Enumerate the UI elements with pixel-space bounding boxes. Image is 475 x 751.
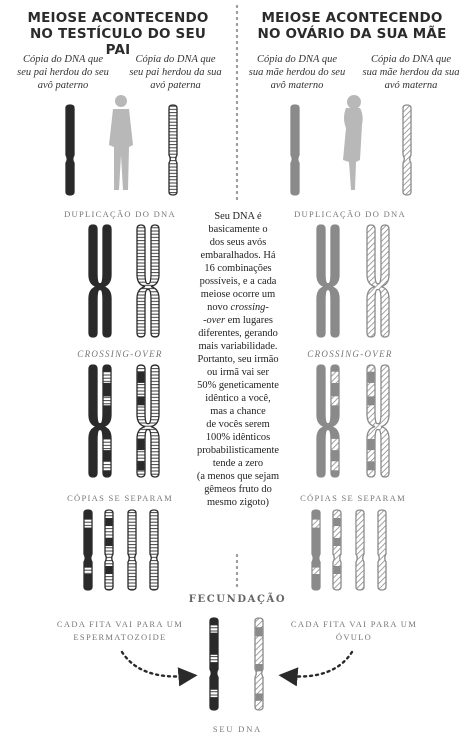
separated-strand-maternal [378, 510, 386, 590]
strand-segment [85, 568, 92, 574]
strand-segment [211, 655, 218, 662]
label-egg-line1: CADA FITA VAI PARA UM [290, 619, 418, 629]
duplicated-chromosome-hatched [367, 225, 389, 337]
strand-segment [357, 566, 364, 574]
crossover-segment [368, 439, 375, 450]
woman-silhouette-icon [343, 95, 363, 190]
strand-segment [256, 627, 263, 636]
center-text-line: (a menos que sejam [196, 471, 280, 482]
strand-segment [313, 520, 320, 528]
center-text-line: de vocês serem [206, 419, 270, 430]
center-text-line: probabilisticamente [197, 445, 279, 456]
crossover-segment [332, 372, 339, 383]
label-your-dna: SEU DNA [212, 724, 263, 734]
center-text-line: embaralhados. Há [200, 250, 276, 261]
center-text-line: Portanto, seu irmão [197, 354, 279, 365]
title-father-line1: MEIOSE ACONTECENDO [27, 10, 209, 26]
center-text-line: 16 combinações [204, 263, 272, 274]
duplicated-chromosome-gray [317, 225, 339, 337]
strand-segment [106, 538, 113, 546]
strand-segment [334, 538, 341, 546]
chromosome-maternal-grandmother [403, 105, 411, 195]
center-text-line: tende a zero [212, 458, 264, 469]
crossover-segment [332, 439, 339, 450]
crossover-segment [332, 396, 339, 405]
separated-strand-paternal [150, 510, 158, 590]
caption-line: seu pai herdou do seu [17, 67, 109, 78]
label-sperm-line2: ESPERMATOZOIDE [73, 632, 167, 642]
strand-segment [129, 538, 136, 546]
center-text-line: 50% geneticamente [197, 380, 279, 391]
strand-segment [256, 693, 263, 700]
chromosome-paternal-grandfather [66, 105, 74, 195]
title-mother-line2: NO OVÁRIO DA SUA MÃE [257, 26, 447, 42]
label-crossing-over-right: CROSSING-OVER [307, 349, 393, 359]
strand-segment [334, 566, 341, 574]
title-mother-line1: MEIOSE ACONTECENDO [261, 10, 443, 26]
strand-segment [85, 520, 92, 528]
crossover-segment [368, 372, 375, 383]
strand-segment [357, 518, 364, 526]
crossover-segment [368, 396, 375, 405]
caption-line: Cópia do DNA que [256, 54, 338, 65]
chromosome-paternal-grandmother [169, 105, 177, 195]
caption-line: Cópia do DNA que [370, 54, 452, 65]
label-separate-right: CÓPIAS SE SEPARAM [300, 493, 406, 503]
crossover-segment [138, 396, 145, 405]
caption-line: sua mãe herdou do seu [248, 67, 346, 78]
center-text-line: Seu DNA é [214, 211, 262, 222]
center-text-line: meiose ocorre um [200, 289, 276, 300]
crossover-segment [368, 461, 375, 470]
strand-segment [129, 566, 136, 574]
label-crossing-over-left: CROSSING-OVER [77, 349, 163, 359]
label-egg-line2: ÓVULO [335, 632, 373, 642]
center-text-line: basicamente o [208, 224, 268, 235]
crossover-segment [138, 439, 145, 450]
crossover-segment [104, 372, 111, 383]
label-separate-left: CÓPIAS SE SEPARAM [67, 493, 173, 503]
center-text-line: idêntico a você, [205, 393, 271, 404]
crossover-segment [138, 372, 145, 383]
arrow-left-icon [122, 652, 188, 677]
center-text-line: ou irmã vai ser [206, 367, 270, 378]
crossover-segment [104, 439, 111, 450]
center-text-line: mas a chance [210, 406, 266, 417]
center-text-line: 100% idênticos [205, 432, 271, 443]
center-text-line: gêmeos fruto do [204, 484, 272, 495]
man-silhouette-icon [109, 95, 133, 190]
center-text-line: mesmo zigoto) [206, 497, 270, 508]
label-duplication-right: DUPLICAÇÃO DO DNA [294, 209, 406, 219]
caption-line: avó paterna [150, 80, 201, 91]
center-text-line: diferentes, gerando [198, 328, 278, 339]
crossover-segment [138, 461, 145, 470]
duplicated-chromosome-dark [89, 225, 111, 337]
strand-segment [106, 566, 113, 574]
strand-segment [357, 538, 364, 546]
arrow-right-icon [288, 652, 352, 677]
caption-line: avó materna [384, 80, 438, 91]
caption-line: sua mãe herdou da sua [362, 67, 460, 78]
center-text-line: dos seus avós [209, 237, 267, 248]
center-text-line: -over em lugares [203, 315, 273, 326]
caption-line: seu pai herdou da sua [129, 67, 222, 78]
caption-line: Cópia do DNA que [135, 54, 216, 65]
label-fertilization: FECUNDAÇÃO [188, 594, 287, 605]
title-father-line2: NO TESTÍCULO DO SEU PAI [29, 26, 207, 58]
crossover-segment [104, 396, 111, 405]
caption-line: Cópia do DNA que [22, 54, 104, 65]
strand-segment [256, 664, 263, 671]
strand-segment [211, 625, 218, 632]
label-sperm-line1: CADA FITA VAI PARA UM [56, 619, 184, 629]
chromosome-maternal-grandfather [291, 105, 299, 195]
duplicated-chromosome-banded [137, 225, 159, 337]
strand-segment [106, 518, 113, 526]
label-duplication-left: DUPLICAÇÃO DO DNA [64, 209, 176, 219]
strand-segment [334, 518, 341, 526]
strand-segment [129, 518, 136, 526]
center-text-line: possíveis, e a cada [199, 276, 277, 287]
center-text-line: mais variabilidade. [198, 341, 278, 352]
strand-segment [313, 568, 320, 574]
strand-segment [211, 690, 218, 697]
center-text-line: novo crossing- [207, 302, 269, 313]
caption-line: avô materno [270, 80, 324, 91]
crossover-segment [332, 461, 339, 470]
crossover-segment [104, 461, 111, 470]
caption-line: avô paterno [37, 80, 89, 91]
